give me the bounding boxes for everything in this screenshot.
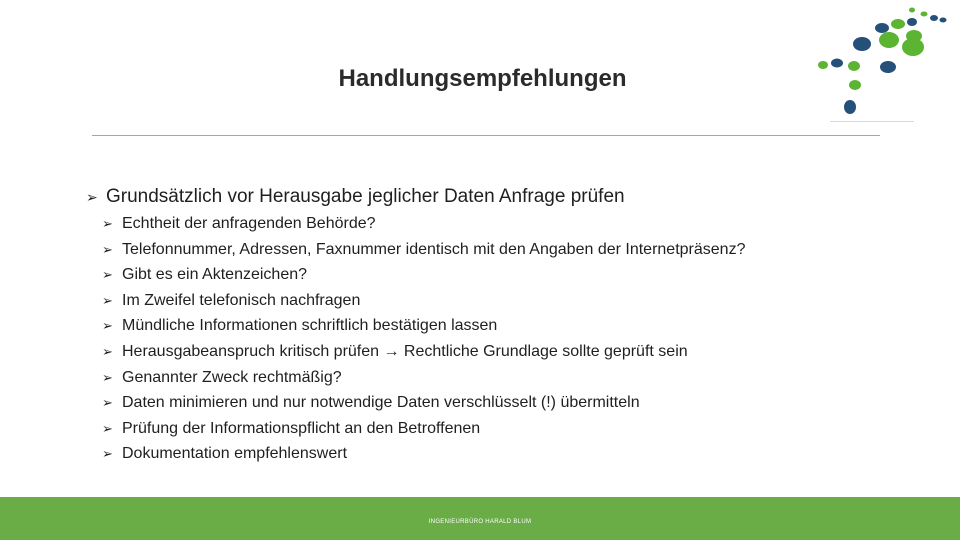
arrowhead-bullet-icon: ➢ — [86, 188, 98, 205]
list-item-text: Telefonnummer, Adressen, Faxnummer identisch mit den Angaben der Internetpräsenz? — [122, 240, 746, 258]
arrowhead-bullet-icon: ➢ — [102, 267, 113, 283]
arrowhead-bullet-icon: ➢ — [102, 343, 113, 359]
list-item — [102, 211, 745, 237]
list-item — [102, 365, 745, 391]
list-item-text: Genannter Zweck rechtmäßig? — [122, 368, 342, 386]
dots-logo-icon — [810, 0, 960, 125]
list-item — [102, 262, 745, 288]
main-bullet-item — [86, 186, 625, 208]
title-divider — [92, 135, 880, 136]
arrowhead-bullet-icon: ➢ — [102, 420, 113, 436]
list-item — [102, 416, 745, 442]
list-item-text: Im Zweifel telefonisch nachfragen — [122, 291, 361, 309]
list-item-text: Herausgabeanspruch kritisch prüfen → Rechtliche Grundlage sollte geprüft sein — [122, 342, 688, 360]
list-item — [102, 441, 745, 467]
list-item-text: Echtheit der anfragenden Behörde? — [122, 215, 376, 232]
main-bullet-text: Grundsätzlich vor Herausgabe jeglicher Daten Anfrage prüfen — [106, 186, 625, 207]
arrowhead-bullet-icon: ➢ — [102, 369, 113, 385]
sub-bullet-list — [102, 211, 745, 467]
list-item-text: Mündliche Informationen schriftlich bestätigen lassen — [122, 317, 498, 335]
list-item — [102, 313, 745, 339]
list-item — [102, 390, 745, 416]
list-item-text: Dokumentation empfehlenswert — [122, 445, 348, 463]
arrowhead-bullet-icon: ➢ — [102, 318, 113, 334]
arrowhead-bullet-icon: ➢ — [102, 446, 113, 462]
list-item-text: Daten minimieren und nur notwendige Daten verschlüsselt (!) übermitteln — [122, 394, 640, 412]
arrowhead-bullet-icon: ➢ — [102, 292, 113, 308]
logo-underline — [830, 121, 914, 122]
list-item — [102, 339, 745, 365]
arrowhead-bullet-icon: ➢ — [102, 216, 113, 231]
arrowhead-bullet-icon: ➢ — [102, 241, 113, 257]
list-item-text: Gibt es ein Aktenzeichen? — [122, 266, 308, 284]
list-item-text: Prüfung der Informationspflicht an den Betroffenen — [122, 419, 481, 437]
footer-text: INGENIEURBÜRO HARALD BLUM — [428, 519, 532, 525]
slide-title: Handlungsempfehlungen — [338, 65, 627, 92]
arrowhead-bullet-icon: ➢ — [102, 395, 113, 411]
list-item — [102, 237, 745, 263]
list-item — [102, 288, 745, 314]
